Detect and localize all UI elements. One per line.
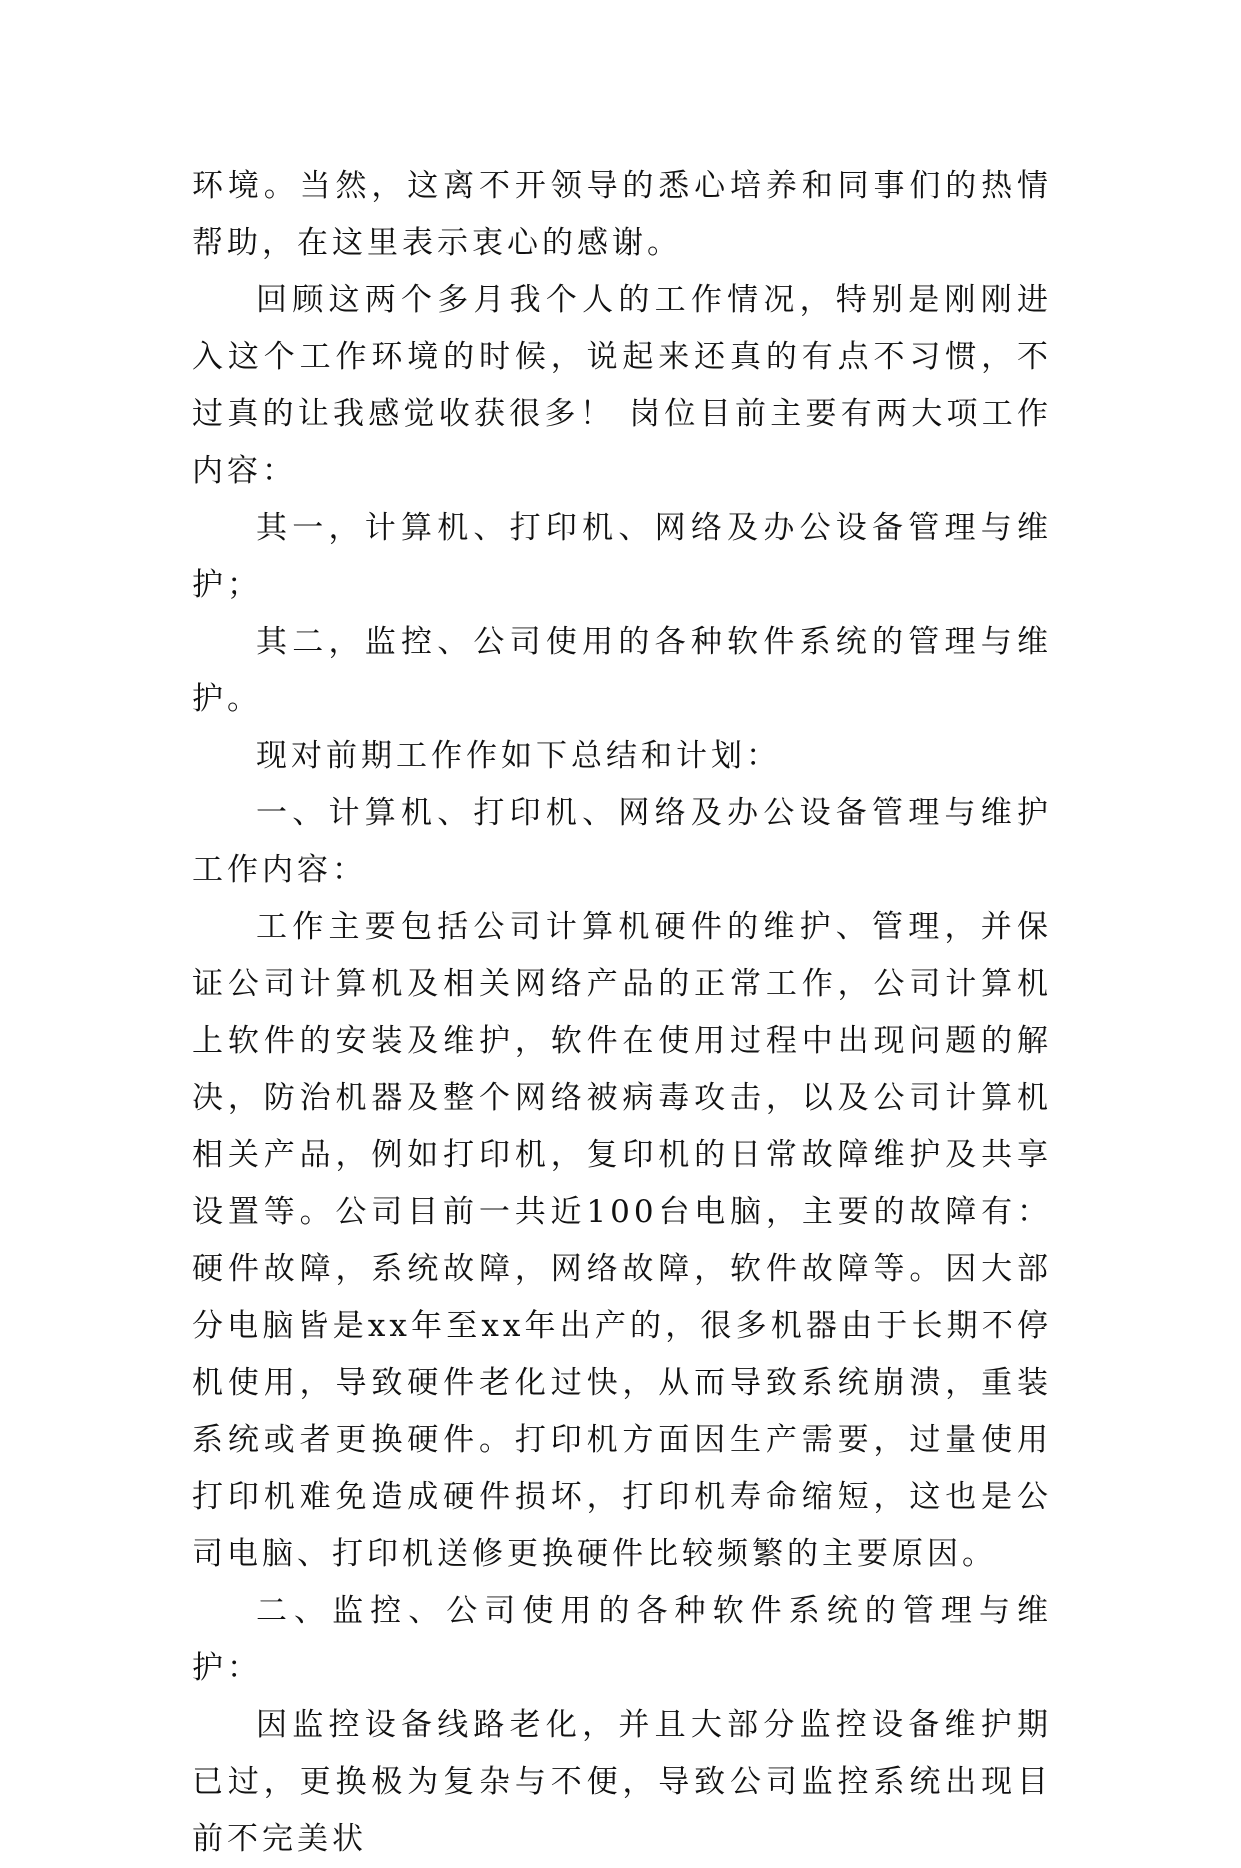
- document-body: [192, 158, 1052, 1868]
- section-heading-1: 一、计算机、打印机、网络及办公设备管理与维护工作内容：: [192, 795, 1052, 888]
- paragraph-6: 工作主要包括公司计算机硬件的维护、管理，并保证公司计算机及相关网络产品的正常工作，公司计算机上软件的安装及维护，软件在使用过程中出现问题的解决，防治机器及整个网络被病毒攻击，以及公司计算机相关产品，例如打印机，复印机的日常故障维护及共享设置等。公司目前一共近100台电脑，主要的故障有：硬件故障，系统故障，网络故障，软件故障等。因大部分电脑皆是xx年至xx年出产的，很多机器由于长期不停机使用，导致硬件老化过快，从而导致系统崩溃，重装系统或者更换硬件。打印机方面因生产需要，过量使用打印机难免造成硬件损坏，打印机寿命缩短，这也是公司电脑、打印机送修更换硬件比较频繁的主要原因。: [192, 909, 1052, 1572]
- paragraph-2: 回顾这两个多月我个人的工作情况，特别是刚刚进入这个工作环境的时候，说起来还真的有点不习惯，不过真的让我感觉收获很多！ 岗位目前主要有两大项工作内容：: [192, 282, 1052, 489]
- paragraph-3: 其一，计算机、打印机、网络及办公设备管理与维护；: [192, 510, 1052, 603]
- paragraph-1: 环境。当然，这离不开领导的悉心培养和同事们的热情帮助，在这里表示衷心的感谢。: [192, 168, 1052, 261]
- paragraph-5: 现对前期工作作如下总结和计划：: [256, 738, 781, 774]
- paragraph-7: 因监控设备线路老化，并且大部分监控设备维护期已过，更换极为复杂与不便，导致公司监控系统出现目前不完美状: [192, 1707, 1052, 1857]
- section-heading-2: 二、监控、公司使用的各种软件系统的管理与维护：: [192, 1593, 1052, 1686]
- paragraph-4: 其二，监控、公司使用的各种软件系统的管理与维护。: [192, 624, 1052, 717]
